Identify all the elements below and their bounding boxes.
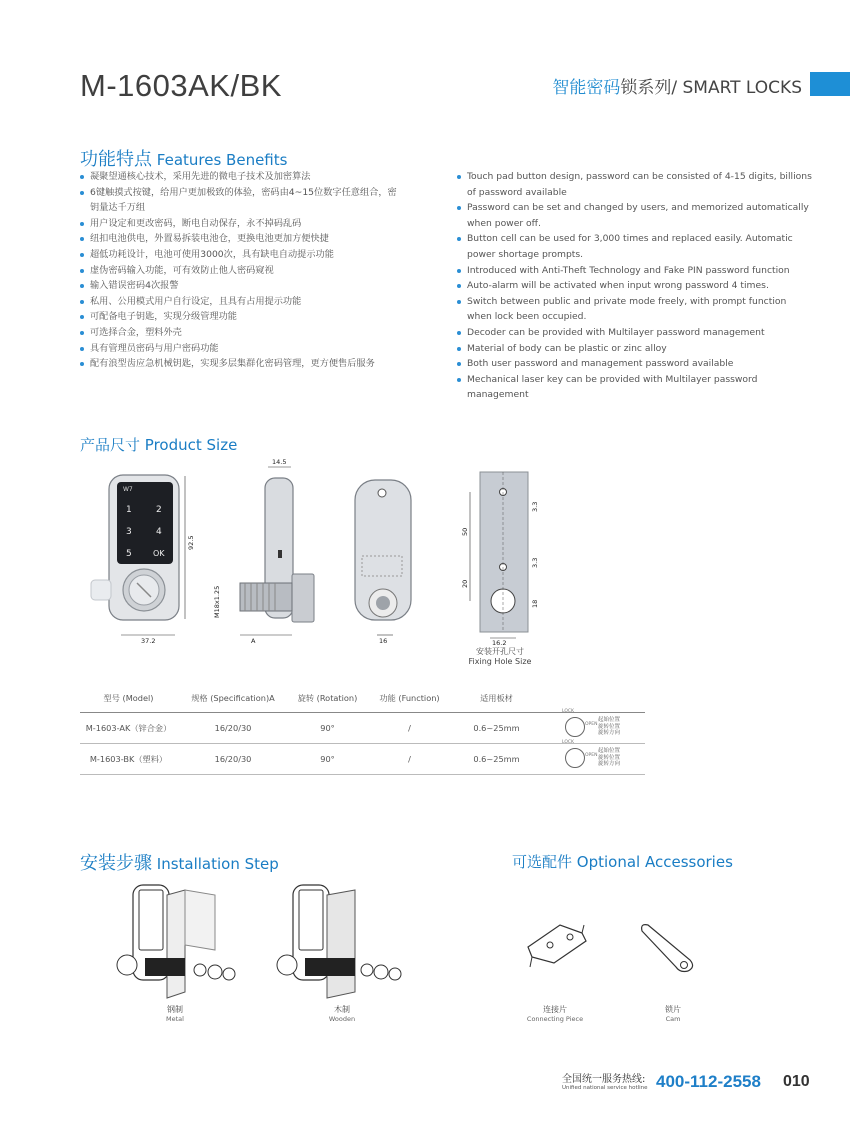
front-key-4: 4 (156, 527, 162, 537)
feature-cn-item: 虚伪密码输入功能，可有效防止他人密码窥视 (78, 263, 400, 279)
product-size-title-cn: 产品尺寸 (80, 436, 141, 454)
feature-en-item: Touch pad button design, password can be consisted of 4-15 digits, billions of password available (455, 169, 812, 200)
feature-en-item: Introduced with Anti-Theft Technology and Fake PIN password function (455, 263, 812, 279)
feature-cn-item: 凝聚望通核心技术，采用先进的微电子技术及加密算法 (78, 169, 400, 185)
legend-direction: 旋转方向 (597, 761, 620, 768)
rotation-dial-icon (561, 740, 598, 768)
install-step-metal (145, 1004, 205, 1023)
feature-cn-item: 纽扣电池供电，外置易拆装电池仓，更换电池更加方便快捷 (78, 231, 400, 247)
series-cn-blue: 智能密码 (552, 78, 621, 98)
fixing-hole-view (461, 472, 539, 647)
spec-table (80, 684, 645, 775)
feature-en-item: Decoder can be provided with Multilayer password management (455, 325, 812, 341)
hotline-label-cn: 全国统一服务热线: (562, 1074, 646, 1085)
accessory-cam-cn: 锁片 (665, 1005, 681, 1014)
feature-cn-item: 超低功耗设计，电池可使用3000次，具有缺电自动提示功能 (78, 247, 400, 263)
header-model: 型号 (Model) (80, 684, 177, 713)
feature-cn-item: 私用、公用模式用户自行设定，且具有占用提示功能 (78, 294, 400, 310)
row-material: 0.6~25mm (453, 744, 540, 775)
fixing-hole-caption-en: Fixing Hole Size (468, 657, 532, 666)
front-key-1: 1 (126, 505, 132, 515)
series-en: SMART LOCKS (682, 78, 802, 98)
row-material: 0.6~25mm (453, 713, 540, 744)
feature-en-item: Both user password and management password available (455, 356, 812, 372)
row-model: M-1603-AK（锌合金） (80, 713, 177, 744)
install-step-wooden (312, 1004, 372, 1023)
install-wooden-cn: 木制 (334, 1005, 350, 1014)
legend-rotate: 旋转位置 (597, 723, 620, 730)
connecting-piece-icon (528, 925, 586, 967)
feature-en-item: Auto-alarm will be activated when input wrong password 4 times. (455, 278, 812, 294)
features-title-en: Features Benefits (156, 151, 288, 169)
hole-d3: 18 (531, 599, 539, 608)
back-dim: 16 (379, 637, 388, 645)
accessory-connecting-cn: 连接片 (543, 1005, 567, 1014)
accessory-cam-en: Cam (665, 1015, 681, 1023)
accessory-connecting-en: Connecting Piece (526, 1015, 584, 1023)
table-row (80, 744, 645, 775)
side-view (213, 458, 314, 645)
accessories-title-en: Optional Accessories (576, 853, 733, 871)
row-rotation: 90° (289, 713, 366, 744)
hole-w: 16.2 (492, 639, 507, 647)
header-accent-bar (810, 72, 850, 96)
feature-cn-item: 可选择合金，塑料外壳 (78, 325, 400, 341)
row-function: / (366, 713, 453, 744)
feature-en-item: Password can be set and changed by users, and memorized automatically when power off. (455, 200, 812, 231)
front-height: 92.5 (187, 535, 195, 550)
accessory-connecting-piece (520, 1004, 590, 1023)
install-metal-cn: 钢制 (167, 1005, 183, 1014)
installation-heading (80, 849, 279, 875)
feature-cn-item: 可配备电子钥匙，实现分级管理功能 (78, 309, 400, 325)
feature-en-item: Switch between public and private mode freely, with prompt function when lock been occupied. (455, 294, 812, 325)
front-key-5: 5 (126, 549, 132, 559)
install-metal-en: Metal (166, 1015, 184, 1023)
header-spec: 规格 (Specification)A (177, 684, 289, 713)
installation-title-en: Installation Step (156, 855, 279, 873)
header-material: 适用板材 (453, 684, 540, 713)
feature-cn-item: 输入错误密码4次报警 (78, 278, 400, 294)
accessories-drawing (520, 905, 720, 985)
cam-icon (642, 925, 693, 972)
hotline-number: 400-112-2558 (656, 1072, 761, 1091)
header-function: 功能 (Function) (366, 684, 453, 713)
hotline-label (562, 1070, 648, 1091)
rotation-dial-icon (561, 709, 598, 737)
fixing-hole-caption-cn: 安装开孔尺寸 (476, 647, 524, 656)
feature-en-item: Material of body can be plastic or zinc alloy (455, 341, 812, 357)
rotation-diagram (540, 740, 645, 775)
spec-table-header (80, 684, 645, 713)
install-metal (110, 885, 235, 1005)
side-thread: M18x1.25 (213, 585, 221, 618)
feature-en-item: Mechanical laser key can be provided with Multilayer password management (455, 372, 812, 403)
front-key-2: 2 (156, 505, 162, 515)
dial-open-label: OPEN (584, 753, 598, 758)
side-top-dim: 14.5 (272, 458, 287, 466)
front-key-3: 3 (126, 527, 132, 537)
hotline-label-en: Unified national service hotline (562, 1085, 648, 1091)
row-spec: 16/20/30 (177, 744, 289, 775)
features-title-cn: 功能特点 (80, 149, 152, 170)
legend-start: 起始位置 (597, 717, 620, 724)
front-key-ok: OK (153, 549, 165, 558)
feature-cn-item: 具有管理员密码与用户密码功能 (78, 341, 400, 357)
accessories-title-cn: 可选配件 (512, 853, 573, 871)
hole-d2: 3.3 (531, 557, 539, 568)
row-rotation: 90° (289, 744, 366, 775)
table-row (80, 713, 645, 744)
side-a: A (251, 637, 256, 645)
fixing-hole-caption (455, 646, 545, 666)
dial-lock-label: LOCK (561, 709, 574, 714)
rotation-diagram (540, 709, 645, 744)
legend-direction: 旋转方向 (597, 730, 620, 737)
hole-h1: 50 (461, 527, 469, 536)
hole-h2: 20 (461, 579, 469, 588)
feature-en-item: Button cell can be used for 3,000 times and replaced easily. Automatic power shortage prompts. (455, 231, 812, 262)
features-cn-list (78, 169, 400, 372)
row-spec: 16/20/30 (177, 713, 289, 744)
front-brand: W7 (123, 486, 133, 493)
front-width: 37.2 (141, 637, 156, 645)
features-en-list (455, 169, 812, 403)
installation-drawing (105, 880, 415, 1005)
header-diagram (540, 684, 645, 713)
header-rotation: 旋转 (Rotation) (289, 684, 366, 713)
series-title (552, 73, 802, 98)
product-size-title-en: Product Size (144, 436, 238, 454)
legend-rotate: 旋转位置 (597, 754, 620, 761)
installation-title-cn: 安装步骤 (80, 853, 152, 874)
series-cn-rest: 锁系列/ (620, 78, 678, 98)
page-number: 010 (783, 1073, 810, 1090)
row-model: M-1603-BK（塑料） (80, 744, 177, 775)
hole-d1: 3.3 (531, 501, 539, 512)
accessory-cam (648, 1004, 698, 1023)
front-view (91, 475, 195, 645)
accessories-heading (512, 851, 733, 872)
install-wooden (277, 885, 401, 998)
dial-lock-label: LOCK (561, 740, 574, 745)
install-wooden-en: Wooden (328, 1015, 356, 1023)
feature-cn-item: 配有浪型齿应急机械钥匙，实现多层集群化密码管理，更方便售后服务 (78, 356, 400, 372)
product-size-drawing (85, 450, 555, 675)
feature-cn-item: 6键触摸式按键，给用户更加极致的体验，密码由4~15位数字任意组合，密钥量达千万组 (78, 185, 400, 216)
legend-start: 起始位置 (597, 748, 620, 755)
page-title: M-1603AK/BK (80, 68, 282, 103)
back-view (355, 480, 411, 645)
features-heading (80, 145, 287, 171)
row-function: / (366, 744, 453, 775)
dial-open-label: OPEN (584, 722, 598, 727)
feature-cn-item: 用户设定和更改密码，断电自动保存，永不掉码乱码 (78, 216, 400, 232)
